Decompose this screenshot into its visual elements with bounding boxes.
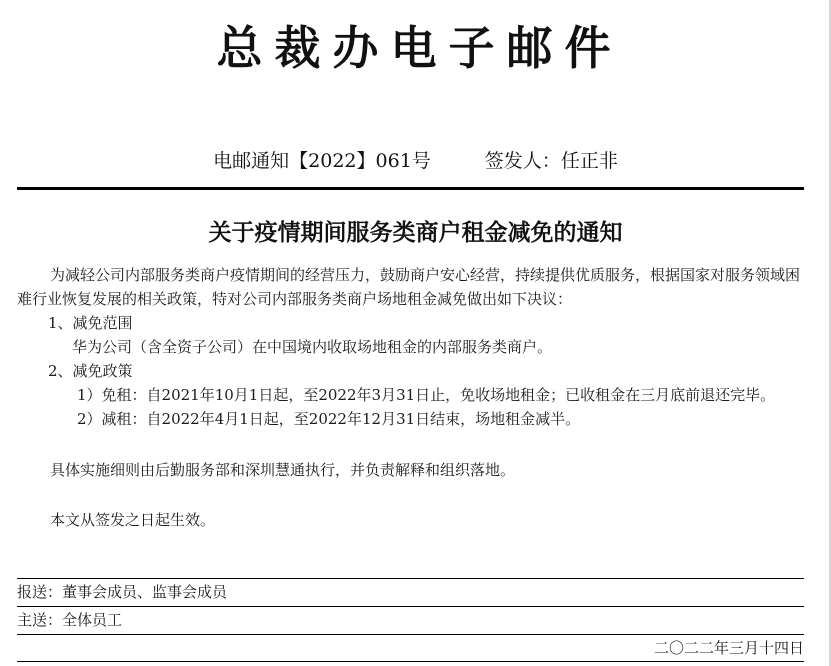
issue-line [0,147,831,175]
footer-report-to: 报送：董事会成员、监事会成员 [17,583,228,601]
footer-send-to: 主送：全体员工 [17,611,123,629]
policy-item-rent-reduction: 2）减租：自2022年4月1日起，至2022年12月31日结束，场地租金减半。 [77,410,581,428]
header-rule [17,187,804,190]
implementation-paragraph: 具体实施细则由后勤服务部和深圳慧通执行，并负责解释和组织落地。 [50,461,516,479]
document-title: 关于疫情期间服务类商户租金减免的通知 [208,219,623,246]
signer-label: 签发人： [484,150,561,172]
footer-date: 二〇二二年三月十四日 [653,639,804,657]
policy-item-rent-free: 1）免租：自2021年10月1日起，至2022年3月31日止，免收场地租金；已收租金在三月底前退还完毕。 [77,386,776,404]
document-body [17,263,807,431]
document-number: 电邮通知【2022】061号 [213,150,431,172]
section-heading-policy: 2、减免政策 [48,362,133,380]
signer-name: 任正非 [560,150,618,172]
section-heading-scope: 1、减免范围 [48,314,133,332]
section-content-scope: 华为公司（含全资子公司）在中国境内收取场地租金的内部服务类商户。 [72,338,553,356]
intro-paragraph: 为减轻公司内部服务类商户疫情期间的经营压力，鼓励商户安心经营，持续提供优质服务，根据国家对服务领域困难行业恢复发展的相关政策，特对公司内部服务类商户场地租金减免做出如下决议： [17,266,801,308]
masthead-title: 总裁办电子邮件 [216,21,623,75]
footer-rule-bottom [17,661,804,662]
effective-paragraph: 本文从签发之日起生效。 [50,511,216,529]
